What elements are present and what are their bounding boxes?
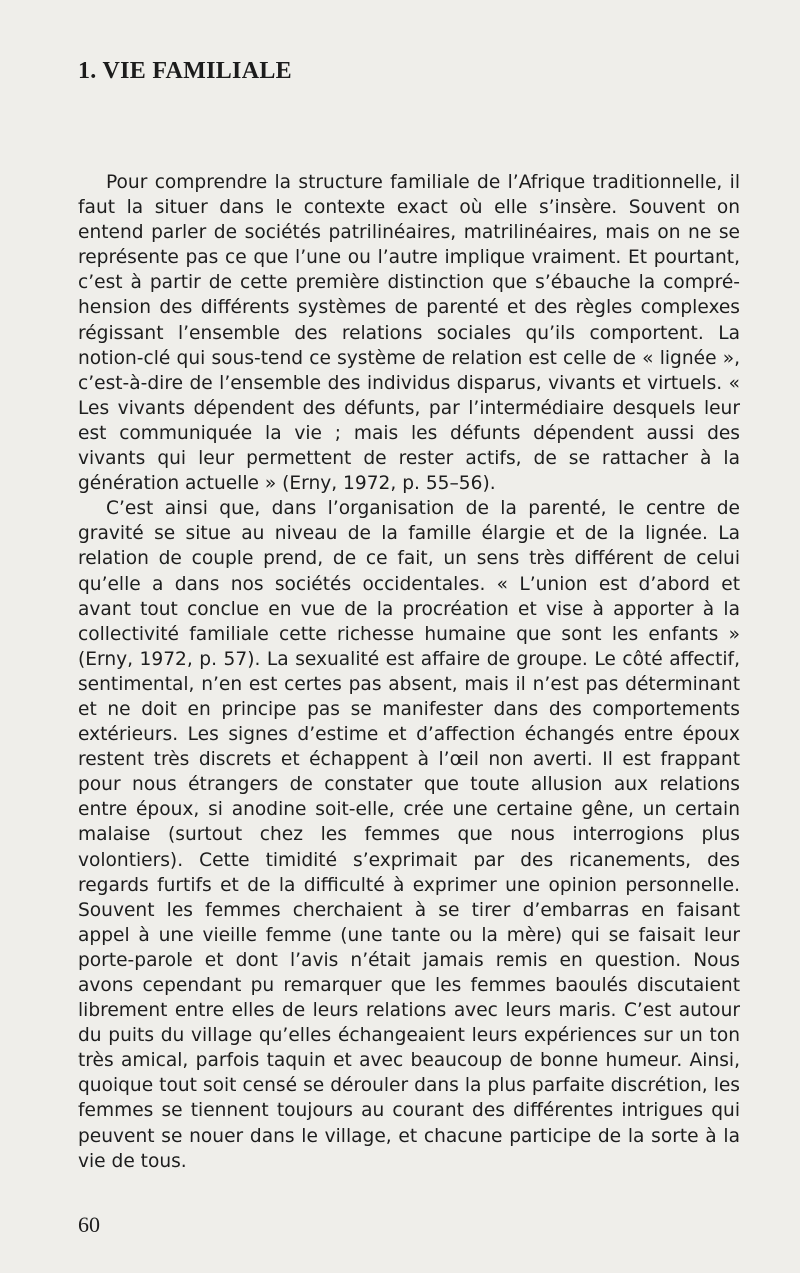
page-number: 60 (78, 1212, 100, 1237)
body-text (78, 170, 740, 1174)
section-heading: 1. VIE FAMILIALE (78, 58, 292, 84)
paragraph-2: C’est ainsi que, dans l’organisation de la parenté, le centre de gravité se situe au niveau de la famille élargie et de la lignée. La relation de couple prend, de ce fait, un sens très différent de celui qu’elle a dans nos sociétés occidentales. « L’union est d’abord et avant tout conclue en vue de la procréation et vise à apporter à la collectivité familiale cette richesse humaine que sont les enfants » (Erny, 1972, p. 57). La sexualité est affaire de groupe. Le côté affectif, sentimental, n’en est certes pas absent, mais il n’est pas déterminant et ne doit en principe pas se manifester dans des comportements extérieurs. Les signes d’estime et d’affection échangés entre époux restent très discrets et échappent à l’œil non averti. Il est frappant pour nous étrangers de constater que toute allusion aux relations entre époux, si anodine soit-elle, crée une certaine gêne, un certain malaise (surtout chez les femmes que nous interrogions plus volontiers). Cette timidité s’exprimait par des ricanements, des regards furtifs et de la difficulté à exprimer une opinion personnelle. Souvent les femmes cherchaient à se tirer d’embarras en faisant appel à une vieille femme (une tante ou la mère) qui se faisait leur porte-parole et dont l’avis n’était jamais remis en question. Nous avons cependant pu remarquer que les femmes baoulés discutaient librement entre elles de leurs relations avec leurs maris. C’est autour du puits du village qu’elles échangeaient leurs expériences sur un ton très amical, parfois taquin et avec beaucoup de bonne humeur. Ainsi, quoique tout soit censé se dérouler dans la plus parfaite discrétion, les femmes se tiennent toujours au courant des différentes intrigues qui peuvent se nouer dans le village, et chacune participe de la sorte à la vie de tous. (78, 498, 740, 1172)
paragraph-1: Pour comprendre la structure familiale de l’Afrique traditionnelle, il faut la situer dans le contexte exact où elle s’insère. Souvent on entend parler de sociétés patrilinéaires, matrilinéaires, mais on ne se représente pas ce que l’une ou l’autre implique vraiment. Et pourtant, c’est à partir de cette première distinction que s’ébauche la compréhension des différents systèmes de parenté et des règles complexes régissant l’ensemble des relations sociales qu’ils comportent. La notion-clé qui sous-tend ce système de relation est celle de « lignée », c’est-à-dire de l’ensemble des individus disparus, vivants et virtuels. « Les vivants dépendent des défunts, par l’intermédiaire desquels leur est communiquée la vie ; mais les défunts dépendent aussi des vivants qui leur permettent de rester actifs, de se rattacher à la génération actuelle » (Erny, 1972, p. 55–56). (78, 172, 740, 495)
